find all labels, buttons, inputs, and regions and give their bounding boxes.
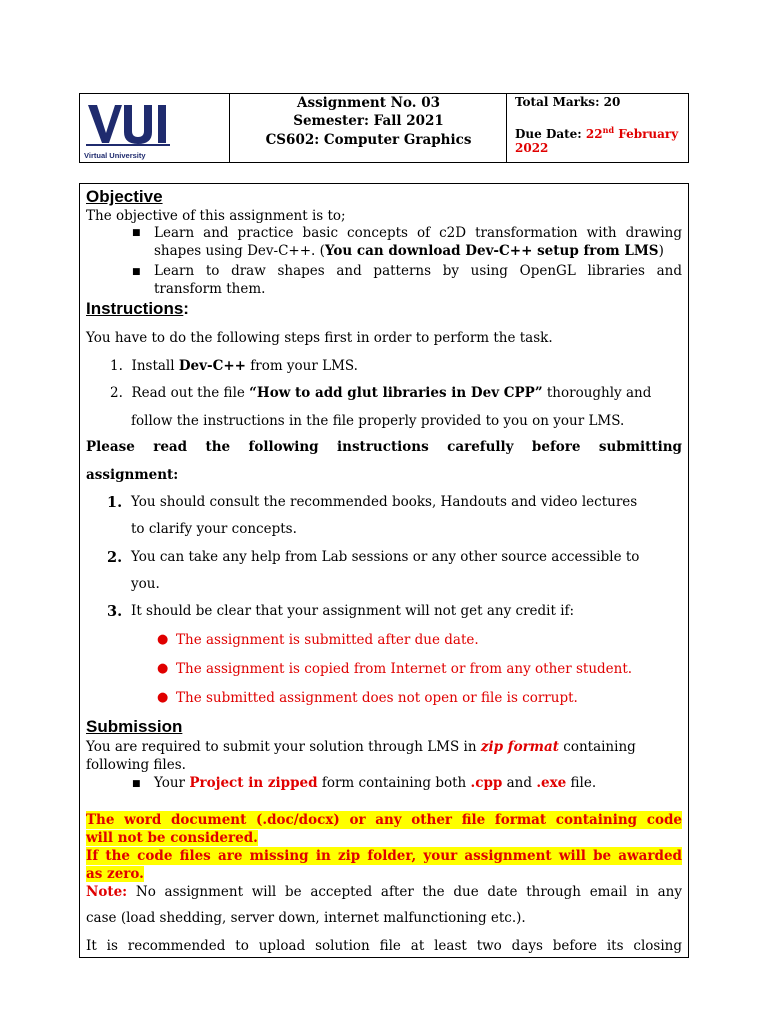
note-3-line-1: It should be clear that your assignment will not get any credit if: <box>131 603 575 619</box>
objective-bullet-1-line-1: Learn and practice basic concepts of c2D transformation with drawing <box>154 225 682 241</box>
bullet-text: form containing both <box>317 775 471 791</box>
course-title: CS602: Computer Graphics <box>265 132 472 148</box>
step-2-line-2: follow the instructions in the file properly provided to you on your LMS. <box>131 413 625 429</box>
warning-zip-line-2-wrap <box>86 865 144 883</box>
warning-doc-line-2: will not be considered. <box>86 830 258 846</box>
square-bullet-icon: ■ <box>132 267 141 277</box>
vu-logo <box>84 99 176 159</box>
bullet-text: Your <box>154 775 190 791</box>
warning-doc-line-2-wrap <box>86 829 258 847</box>
due-year: 2022 <box>515 141 549 155</box>
objective-intro: The objective of this assignment is to; <box>86 208 346 224</box>
assignment-number: Assignment No. 03 <box>297 95 440 111</box>
note-line-2: case (load shedding, server down, internet malfunctioning etc.). <box>86 910 526 926</box>
header-table <box>79 93 689 163</box>
zip-format: zip format <box>480 739 559 755</box>
instructions-colon: : <box>183 299 189 318</box>
note-1-line-2: to clarify your concepts. <box>131 521 297 537</box>
recommendation-line-1: It is recommended to upload solution file at least two days before its closing <box>86 938 682 954</box>
logo-cell <box>80 94 230 162</box>
red-bullet-icon: ● <box>157 632 169 647</box>
due-date <box>515 125 678 141</box>
red-bullet-icon: ● <box>157 690 169 705</box>
step-text: Read out the file <box>131 385 250 401</box>
note-text: No assignment will be accepted after the due date through email in any <box>127 884 682 900</box>
objective-heading: Objective <box>86 187 163 206</box>
semester: Semester: Fall 2021 <box>293 113 444 129</box>
submission-line-2: following files. <box>86 757 186 773</box>
note-2-line-2: you. <box>131 576 160 592</box>
note-number-1: 1. <box>107 494 123 511</box>
step-text: Install <box>131 358 179 374</box>
submission-line-1 <box>86 739 636 755</box>
step-1 <box>110 358 358 374</box>
due-day-suffix: nd <box>602 125 615 135</box>
assignment-body <box>79 183 689 958</box>
step-2-line-1 <box>110 385 651 401</box>
objective-bullet-2-line-1: Learn to draw shapes and patterns by using OpenGL libraries and <box>154 263 682 279</box>
submission-text: You are required to submit your solution through LMS in <box>86 739 481 755</box>
bullet-text-end: file. <box>566 775 597 791</box>
exe-extension: .exe <box>536 775 567 791</box>
cpp-extension: .cpp <box>470 775 503 791</box>
note-line-1 <box>86 884 682 900</box>
bullet-text: shapes using Dev-C++. ( <box>154 243 325 259</box>
bullet-text-end: ) <box>658 243 664 259</box>
university-name: Virtual University <box>84 151 146 160</box>
note-number-2: 2. <box>107 549 123 566</box>
submission-text-end: containing <box>558 739 636 755</box>
step-number: 2. <box>110 385 123 401</box>
objective-bullet-1-line-2 <box>154 243 664 259</box>
warning-zip-line-2: as zero. <box>86 866 144 882</box>
warning-doc-line-1: The word document (.doc/docx) or any other file format containing code <box>86 812 682 828</box>
instructions-heading: Instructions <box>86 299 184 318</box>
step-text-end: thoroughly and <box>542 385 652 401</box>
no-credit-reason-2: The assignment is copied from Internet or from any other student. <box>176 661 633 677</box>
note-number-3: 3. <box>107 603 123 620</box>
objective-bullet-2-line-2: transform them. <box>154 281 266 297</box>
vu-logo-icon <box>84 99 176 149</box>
red-bullet-icon: ● <box>157 661 169 676</box>
no-credit-reason-1: The assignment is submitted after due date. <box>176 632 479 648</box>
title-cell <box>230 94 507 162</box>
glut-file-name: “How to add glut libraries in Dev CPP” <box>249 385 543 401</box>
total-marks: Total Marks: 20 <box>515 95 621 109</box>
note-label: Note: <box>86 884 128 900</box>
marks-cell <box>507 94 688 162</box>
instructions-heading-wrap <box>86 299 189 319</box>
square-bullet-icon: ■ <box>132 779 141 789</box>
please-read-line-1: Please read the following instructions carefully before submitting <box>86 439 682 455</box>
due-month: February <box>614 127 679 141</box>
bullet-text: and <box>502 775 537 791</box>
project-zipped: Project in zipped <box>189 775 318 791</box>
dev-cpp-name: Dev-C++ <box>178 358 246 374</box>
no-credit-reason-3: The submitted assignment does not open or file is corrupt. <box>176 690 578 706</box>
note-2-line-1: You can take any help from Lab sessions or any other source accessible to <box>131 549 640 565</box>
lms-download-note: You can download Dev-C++ setup from LMS <box>324 243 659 259</box>
note-1-line-1: You should consult the recommended books, Handouts and video lectures <box>131 494 638 510</box>
step-text-end: from your LMS. <box>245 358 358 374</box>
instructions-intro: You have to do the following steps first in order to perform the task. <box>86 330 553 346</box>
square-bullet-icon: ■ <box>132 228 141 238</box>
submission-bullet <box>154 775 596 791</box>
step-number: 1. <box>110 358 123 374</box>
due-date-label: Due Date: <box>515 127 586 141</box>
due-day: 22 <box>585 127 603 141</box>
please-read-line-2: assignment: <box>86 467 179 483</box>
submission-heading: Submission <box>86 717 183 736</box>
warning-zip-line-1: If the code files are missing in zip folder, your assignment will be awarded <box>86 848 682 864</box>
